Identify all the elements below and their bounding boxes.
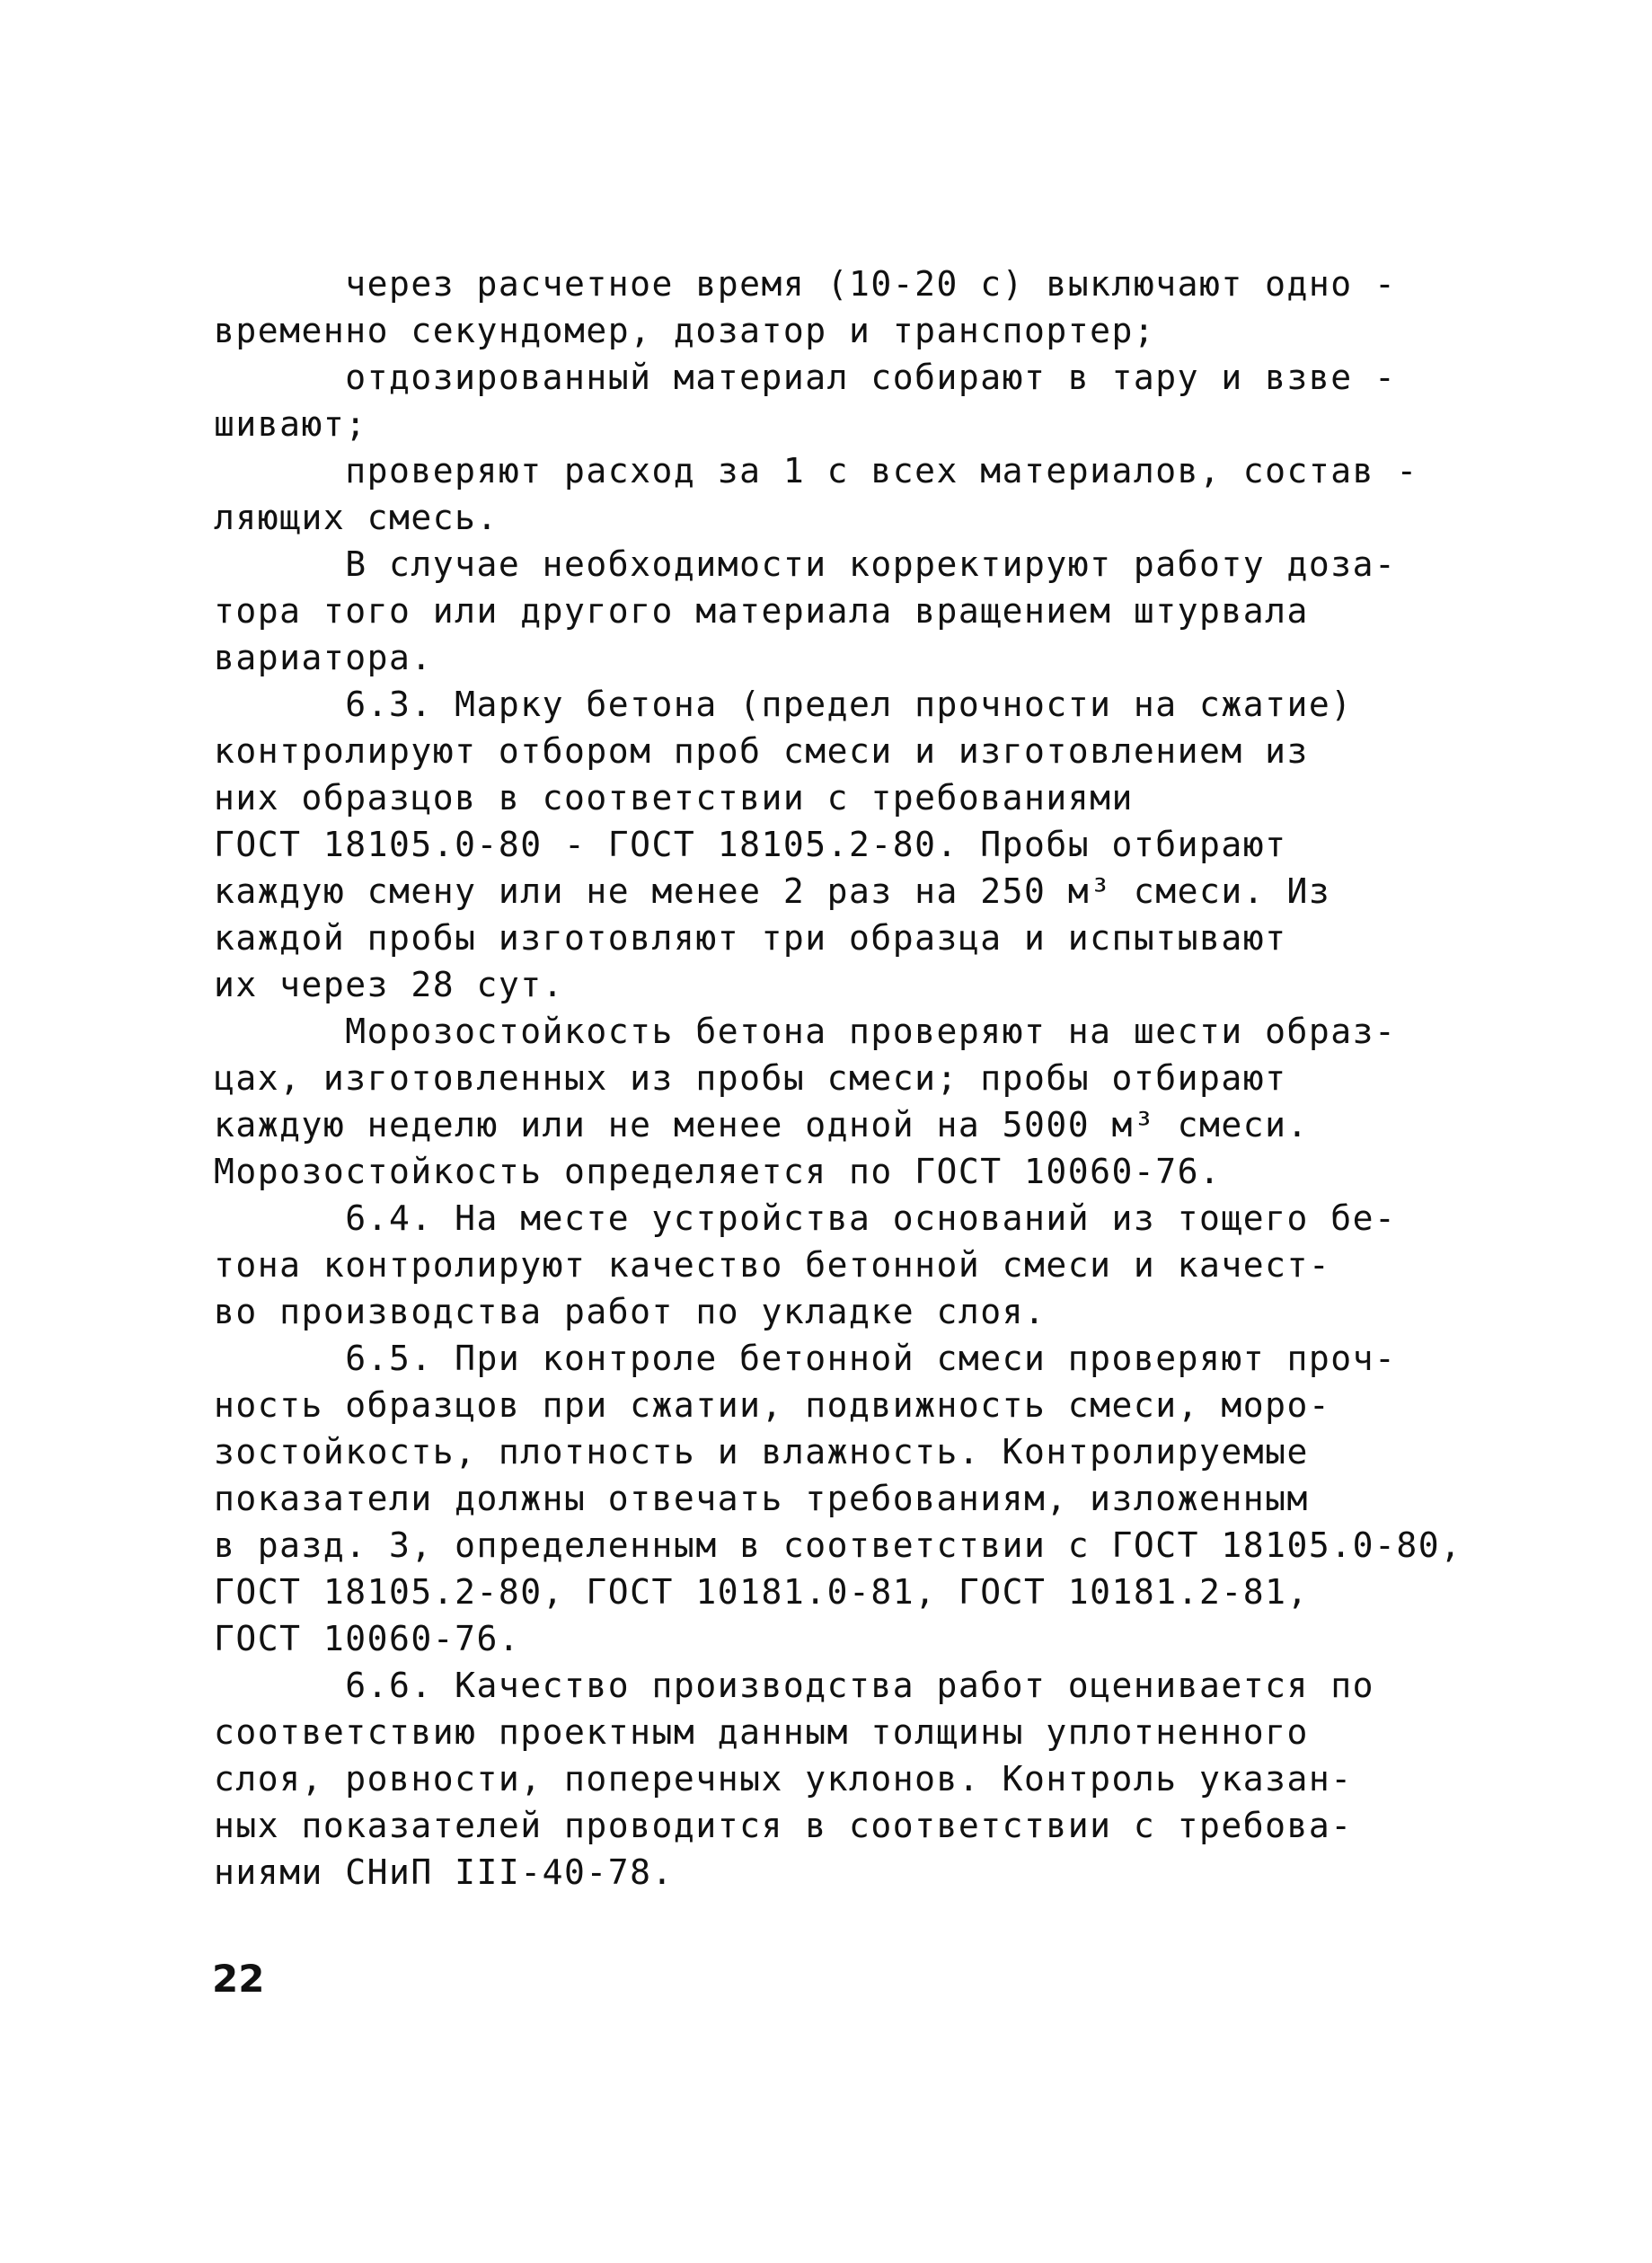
- text-line: слоя, ровности, поперечных уклонов. Контроль указан-: [214, 1759, 1353, 1799]
- text-line: шивают;: [214, 404, 367, 444]
- text-line: цах, изготовленных из пробы смеси; пробы отбирают: [214, 1058, 1287, 1098]
- text-line: во производства работ по укладке слоя.: [214, 1292, 1047, 1331]
- text-line: показатели должны отвечать требованиям, изложенным: [214, 1479, 1309, 1518]
- text-line: в разд. 3, определенным в соответствии с ГОСТ 18105.0-80,: [214, 1525, 1462, 1565]
- text-line: каждой пробы изготовляют три образца и испытывают: [214, 918, 1287, 958]
- text-line: Морозостойкость бетона проверяют на шести образ-: [214, 1012, 1397, 1051]
- text-line: ГОСТ 18105.0-80 - ГОСТ 18105.2-80. Пробы отбирают: [214, 825, 1287, 864]
- text-line: ность образцов при сжатии, подвижность смеси, моро-: [214, 1385, 1331, 1425]
- text-line: 6.4. На месте устройства оснований из тощего бе-: [214, 1198, 1397, 1238]
- text-line: 6.5. При контроле бетонной смеси проверяют проч-: [214, 1339, 1397, 1378]
- text-line: зостойкость, плотность и влажность. Контролируемые: [214, 1432, 1309, 1472]
- text-line: проверяют расход за 1 с всех материалов, состав -: [214, 451, 1418, 491]
- text-line: каждую неделю или не менее одной на 5000 м³ смеси.: [214, 1105, 1309, 1145]
- text-line: через расчетное время (10-20 с) выключают одно -: [214, 264, 1397, 304]
- text-line: их через 28 сут.: [214, 965, 565, 1004]
- text-line: Морозостойкость определяется по ГОСТ 10060-76.: [214, 1152, 1222, 1191]
- text-line: них образцов в соответствии с требованиями: [214, 778, 1134, 818]
- text-line: В случае необходимости корректируют работу доза-: [214, 544, 1397, 584]
- text-line: ляющих смесь.: [214, 498, 499, 537]
- text-line: временно секундомер, дозатор и транспортер;: [214, 311, 1156, 350]
- text-line: ниями СНиП III-40-78.: [214, 1852, 674, 1892]
- text-line: ГОСТ 10060-76.: [214, 1619, 521, 1658]
- text-line: тона контролируют качество бетонной смеси и качест-: [214, 1245, 1331, 1285]
- text-line: 6.3. Марку бетона (предел прочности на сжатие): [214, 685, 1353, 724]
- text-line: тора того или другого материала вращением штурвала: [214, 591, 1309, 631]
- text-line: контролируют отбором проб смеси и изготовлением из: [214, 731, 1309, 771]
- text-line: вариатора.: [214, 638, 433, 677]
- text-line: 6.6. Качество производства работ оценивается по: [214, 1666, 1375, 1705]
- text-line: отдозированный материал собирают в тару и взве -: [214, 358, 1397, 397]
- text-line: каждую смену или не менее 2 раз на 250 м³ смеси. Из: [214, 871, 1331, 911]
- text-line: соответствию проектным данным толщины уплотненного: [214, 1712, 1309, 1752]
- text-line: ных показателей проводится в соответствии с требова-: [214, 1806, 1353, 1845]
- body-text: [214, 261, 1462, 1896]
- text-line: ГОСТ 18105.2-80, ГОСТ 10181.0-81, ГОСТ 10181.2-81,: [214, 1572, 1309, 1612]
- page-number: 22: [212, 1957, 265, 2001]
